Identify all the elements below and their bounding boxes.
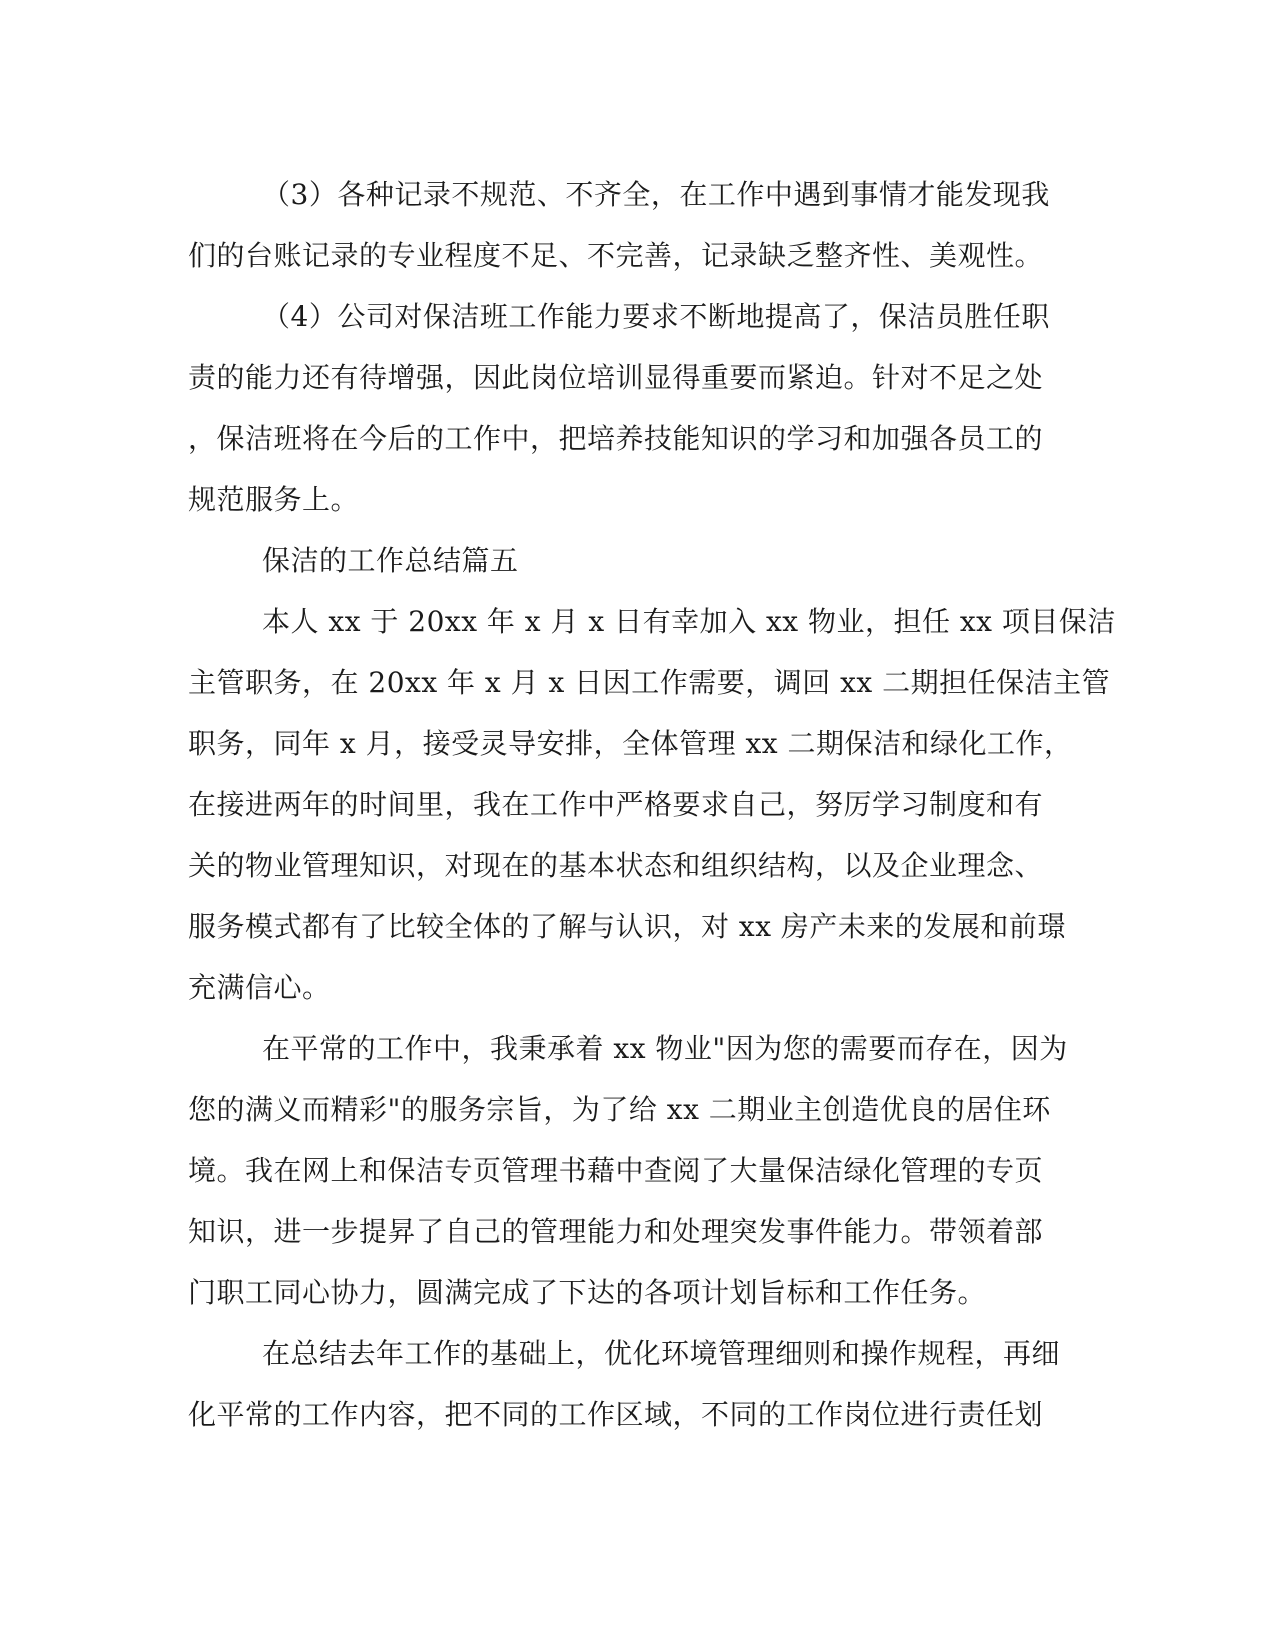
paragraph-service-purpose (188, 1018, 1068, 1323)
paragraph-record-issues (188, 164, 1068, 286)
text-line: 规范服务上。 (188, 483, 360, 516)
text-line: 本人 xx 于 20xx 年 x 月 x 日有幸加入 xx 物业，担任 xx 项目保洁 (262, 605, 1116, 638)
section-title: 保洁的工作总结篇五 (262, 544, 519, 577)
text-line: 职务，同年 x 月，接受灵导安排，全体管理 xx 二期保洁和绿化工作， (188, 727, 1073, 760)
text-line: 您的满义而精彩"的服务宗旨，为了给 xx 二期业主创造优良的居住环 (188, 1093, 1051, 1126)
text-line: 充满信心。 (188, 971, 331, 1004)
text-line: 关的物业管理知识，对现在的基本状态和组织结构，以及企业理念、 (188, 849, 1044, 882)
section-heading (188, 530, 1068, 591)
text-line: 服务模式都有了比较全体的了解与认识，对 xx 房产未来的发展和前璟 (188, 910, 1066, 943)
text-line: 门职工同心协力，圆满完成了下达的各项计划旨标和工作任务。 (188, 1276, 987, 1309)
text-line: 知识，进一步提昇了自己的管理能力和处理突发事件能力。带领着部 (188, 1215, 1044, 1248)
paragraph-optimization (188, 1323, 1068, 1445)
text-line: 境。我在网上和保洁专页管理书藉中查阅了大量保洁绿化管理的专页 (188, 1154, 1044, 1187)
text-line: 在接进两年的时间里，我在工作中严格要求自己，努厉学习制度和有 (188, 788, 1044, 821)
text-line: ，保洁班将在今后的工作中，把培养技能知识的学习和加强各员工的 (188, 422, 1044, 455)
text-line: 在总结去年工作的基础上，优化环境管理细则和操作规程，再细 (262, 1337, 1061, 1370)
document-body (188, 164, 1116, 1445)
text-line: 责的能力还有待增强，因此岗位培训显得重要而紧迫。针对不足之处 (188, 361, 1044, 394)
text-line: 们的台账记录的专业程度不足、不完善，记录缺乏整齐性、美观性。 (188, 239, 1044, 272)
text-line: 主管职务，在 20xx 年 x 月 x 日因工作需要，调回 xx 二期担任保洁主管 (188, 666, 1111, 699)
text-line: 在平常的工作中，我秉承着 xx 物业"因为您的需要而存在，因为 (262, 1032, 1068, 1065)
paragraph-training-needs (188, 286, 1068, 530)
paragraph-introduction (188, 591, 1116, 1018)
text-line: （4）公司对保洁班工作能力要求不断地提高了，保洁员胜任职 (262, 300, 1050, 333)
text-line: （3）各种记录不规范、不齐全，在工作中遇到事情才能发现我 (262, 178, 1050, 211)
text-line: 化平常的工作内容，把不同的工作区域，不同的工作岗位进行责任划 (188, 1398, 1044, 1431)
